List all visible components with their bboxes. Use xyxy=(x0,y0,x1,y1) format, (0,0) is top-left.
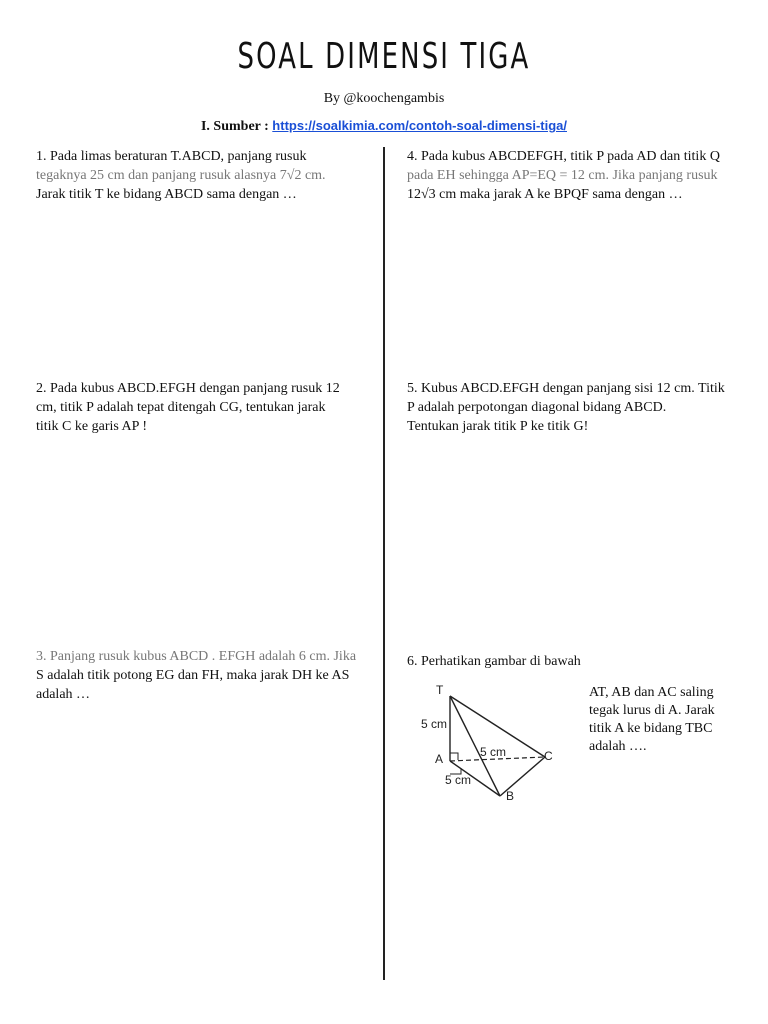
question-6-line-3: titik A ke bidang TBC xyxy=(589,721,713,736)
question-1-line-2: tegaknya 25 cm dan panjang rusuk alasnya 7√2 cm. xyxy=(36,168,326,183)
question-2-line-3: titik C ke garis AP ! xyxy=(36,419,148,434)
question-6-line-2: tegak lurus di A. Jarak xyxy=(589,703,715,718)
question-6-intro: 6. Perhatikan gambar di bawah xyxy=(407,654,581,669)
question-4 xyxy=(407,147,720,204)
length-label-ac: 5 cm xyxy=(480,745,507,759)
question-3-line-3: adalah … xyxy=(36,687,91,702)
column-divider xyxy=(383,147,385,980)
question-4-line-2: pada EH sehingga AP=EQ = 12 cm. Jika panjang rusuk xyxy=(407,168,718,183)
question-2-line-1: 2. Pada kubus ABCD.EFGH dengan panjang rusuk 12 xyxy=(36,381,340,396)
question-1-line-1: 1. Pada limas beraturan T.ABCD, panjang rusuk xyxy=(36,149,307,164)
vertex-label-t: T xyxy=(436,683,444,697)
question-4-line-1: 4. Pada kubus ABCDEFGH, titik P pada AD dan titik Q xyxy=(407,149,720,164)
page-title: SOAL DIMENSI TIGA xyxy=(237,36,531,77)
question-6 xyxy=(407,652,581,671)
source-label: I. Sumber : xyxy=(200,119,273,134)
question-5-line-3: Tentukan jarak titik P ke titik G! xyxy=(407,419,589,434)
length-label-at: 5 cm xyxy=(421,717,448,731)
question-5-line-2: P adalah perpotongan diagonal bidang ABCD. xyxy=(407,400,667,415)
question-6-text xyxy=(589,684,749,756)
tetrahedron-figure xyxy=(412,680,572,805)
source-line xyxy=(0,118,768,135)
question-6-line-1: AT, AB dan AC saling xyxy=(589,685,714,700)
source-link[interactable]: https://soalkimia.com/contoh-soal-dimensi-tiga/ xyxy=(272,118,567,133)
vertex-label-c: C xyxy=(544,749,553,763)
question-6-line-4: adalah …. xyxy=(589,739,647,754)
question-2 xyxy=(36,379,340,436)
question-1-line-3: Jarak titik T ke bidang ABCD sama dengan … xyxy=(36,187,297,202)
question-5 xyxy=(407,379,725,436)
question-3-line-1: 3. Panjang rusuk kubus ABCD . EFGH adalah 6 cm. Jika xyxy=(36,649,357,664)
question-5-line-1: 5. Kubus ABCD.EFGH dengan panjang sisi 12 cm. Titik xyxy=(407,381,725,396)
question-3 xyxy=(36,647,356,704)
vertex-label-b: B xyxy=(506,789,515,803)
question-2-line-2: cm, titik P adalah tepat ditengah CG, tentukan jarak xyxy=(36,400,326,415)
vertex-label-a: A xyxy=(435,752,444,766)
question-3-line-2: S adalah titik potong EG dan FH, maka jarak DH ke AS xyxy=(36,668,350,683)
question-1 xyxy=(36,147,326,204)
question-4-line-3: 12√3 cm maka jarak A ke BPQF sama dengan … xyxy=(407,187,683,202)
length-label-ab: 5 cm xyxy=(445,773,472,787)
right-angle-marker-ac xyxy=(450,753,458,760)
author-byline: By @koochengambis xyxy=(323,91,445,106)
